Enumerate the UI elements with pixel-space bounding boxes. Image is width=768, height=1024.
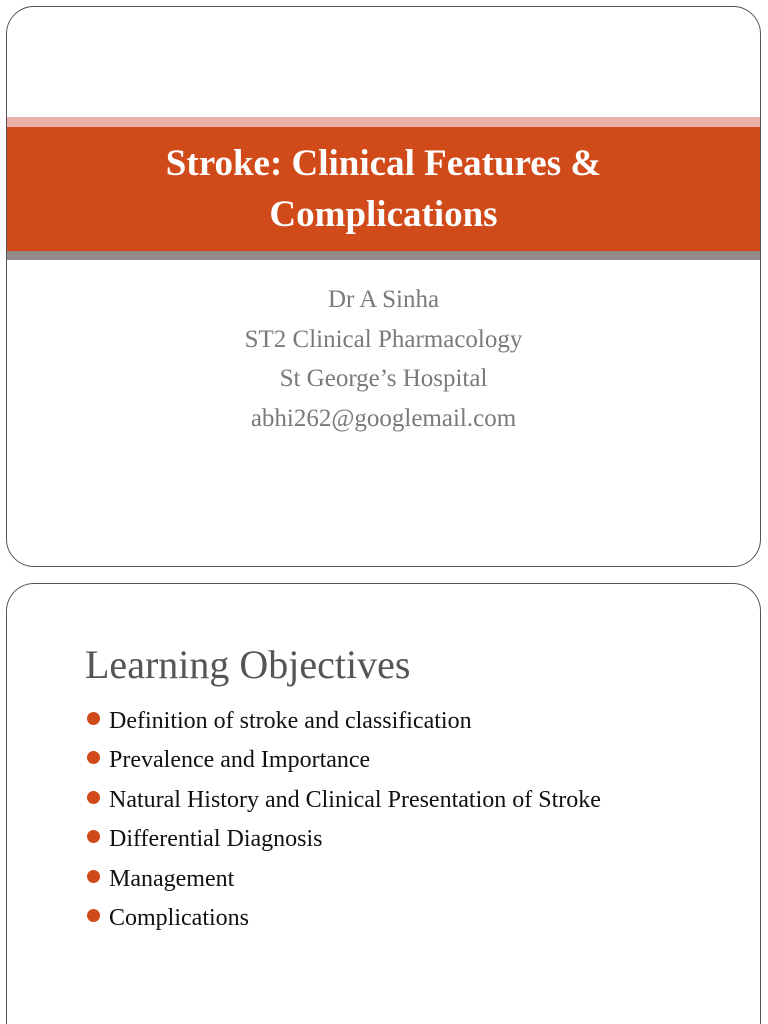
bullet-dot-icon [87,712,100,725]
author-hospital: St George’s Hospital [279,365,488,392]
bullet-dot-icon [87,830,100,843]
bullet-dot-icon [87,791,100,804]
list-item [85,860,601,899]
title-band-bottom-stripe [7,251,760,260]
author-email: abhi262@googlemail.com [250,404,517,432]
objectives-slide [6,583,761,1024]
list-item-text: Differential Diagnosis [109,826,323,853]
title-slide [6,6,761,567]
list-item [85,702,601,741]
author-info [7,280,760,438]
list-item [85,741,601,780]
title-banner [7,127,760,251]
list-item-text: Management [109,865,235,892]
list-item-text: Natural History and Clinical Presentation of Stroke [109,786,601,813]
bullet-dot-icon [87,870,100,883]
list-item [85,820,601,859]
list-item-text: Definition of stroke and classification [109,708,472,734]
slide-title-line-1: Stroke: Clinical Features & [165,143,602,184]
author-name: Dr A Sinha [327,286,440,313]
list-item-text: Prevalence and Importance [109,747,371,774]
list-item-text: Complications [109,905,249,932]
objectives-list [85,702,601,938]
list-item [85,899,601,938]
title-band-top-stripe [7,117,760,127]
slide-title-line-2: Complications [269,194,498,235]
slide-heading: Learning Objectives [85,642,411,687]
author-role: ST2 Clinical Pharmacology [244,325,523,353]
bullet-dot-icon [87,909,100,922]
list-item [85,781,601,820]
bullet-dot-icon [87,751,100,764]
